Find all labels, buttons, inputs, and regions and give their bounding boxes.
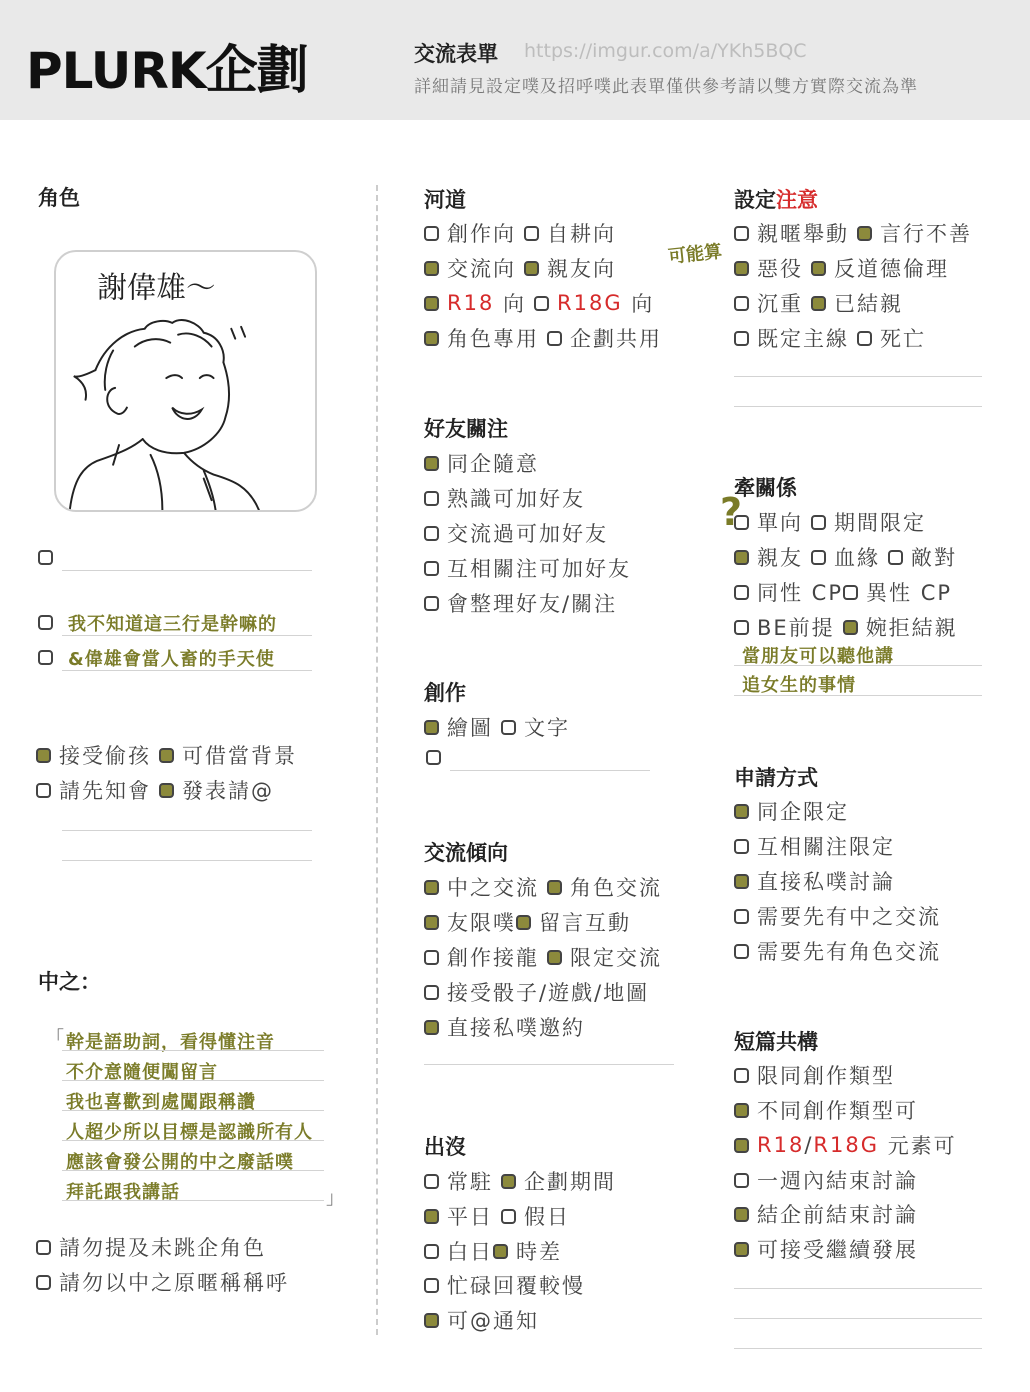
tendency-row-4: 接受骰子/遊戲/地圖	[424, 977, 649, 1007]
character-portrait	[54, 250, 317, 512]
player-line-5: 應該會發公開的中之廢話噗	[66, 1152, 294, 1173]
checkbox[interactable]	[843, 585, 858, 600]
presence-row-5: 可@通知	[424, 1305, 539, 1335]
river-heading: 河道	[424, 188, 466, 212]
blank-line	[62, 1050, 324, 1051]
settings-row-1: 親暱舉動 言行不善	[734, 218, 972, 248]
checkbox[interactable]	[424, 561, 439, 576]
form-title: 交流表單	[414, 42, 498, 66]
checkbox-checked[interactable]	[547, 880, 562, 895]
checkbox-checked[interactable]	[424, 720, 439, 735]
checkbox-checked[interactable]	[493, 1244, 508, 1259]
question-mark-annotation: ?	[720, 490, 743, 534]
blank-line	[62, 830, 312, 831]
player-line-2: 不介意隨便闖留言	[66, 1062, 218, 1083]
checkbox[interactable]	[888, 550, 903, 565]
checkbox-checked[interactable]	[424, 456, 439, 471]
extra-checkbox-3[interactable]	[38, 650, 53, 665]
friends-item: 交流過可加好友	[424, 518, 608, 548]
presence-row-3: 白日 時差	[424, 1236, 562, 1266]
checkbox[interactable]	[734, 909, 749, 924]
checkbox-checked[interactable]	[424, 1020, 439, 1035]
tendency-row-5: 直接私噗邀約	[424, 1012, 585, 1042]
blank-line	[734, 1348, 982, 1349]
checkbox-checked[interactable]	[857, 226, 872, 241]
checkbox-checked[interactable]	[734, 261, 749, 276]
checkbox-checked[interactable]	[424, 1313, 439, 1328]
checkbox-checked[interactable]	[424, 261, 439, 276]
checkbox-checked[interactable]	[734, 804, 749, 819]
checkbox[interactable]	[424, 950, 439, 965]
relations-note-1: 當朋友可以聽他講	[742, 646, 894, 667]
checkbox[interactable]	[734, 515, 749, 530]
perm-row-1: 接受偷孩 可借當背景	[36, 740, 297, 770]
checkbox-checked[interactable]	[734, 550, 749, 565]
form-note: 詳細請見設定噗及招呼噗此表單僅供參考請以雙方實際交流為準	[414, 77, 918, 97]
checkbox[interactable]	[734, 944, 749, 959]
apply-heading: 申請方式	[734, 766, 818, 790]
short-item: 結企前結束討論	[734, 1199, 918, 1229]
checkbox[interactable]	[501, 1209, 516, 1224]
checkbox[interactable]	[734, 1068, 749, 1083]
checkbox-checked[interactable]	[734, 1242, 749, 1257]
settings-row-2: 惡役 反道德倫理	[734, 253, 949, 283]
blank-line	[734, 1288, 982, 1289]
tendency-row-2: 友限噗 留言互動	[424, 907, 631, 937]
river-row-3: R18 向 R18G 向	[424, 288, 654, 318]
friends-item: 同企隨意	[424, 448, 539, 478]
checkbox-checked[interactable]	[424, 880, 439, 895]
checkbox[interactable]	[734, 296, 749, 311]
settings-row-3: 沉重 已結親	[734, 288, 903, 318]
player-rule-2: 請勿以中之原暱稱稱呼	[36, 1267, 289, 1297]
relations-row-2: 親友 血緣 敵對	[734, 542, 957, 572]
blank-line	[62, 1170, 324, 1171]
creation-other-checkbox[interactable]	[426, 750, 441, 765]
checkbox-checked[interactable]	[36, 748, 51, 763]
checkbox-checked[interactable]	[734, 874, 749, 889]
blank-line	[62, 1140, 324, 1141]
checkbox[interactable]	[424, 1174, 439, 1189]
tendency-row-1: 中之交流 角色交流	[424, 872, 662, 902]
relations-row-1: 單向 期間限定	[734, 507, 926, 537]
checkbox[interactable]	[36, 1240, 51, 1255]
checkbox-checked[interactable]	[811, 296, 826, 311]
apply-item: 直接私噗討論	[734, 866, 895, 896]
apply-item: 互相關注限定	[734, 831, 895, 861]
checkbox[interactable]	[811, 550, 826, 565]
friends-item: 會整理好友/關注	[424, 588, 617, 618]
checkbox[interactable]	[734, 839, 749, 854]
checkbox[interactable]	[36, 783, 51, 798]
friends-item: 熟識可加好友	[424, 483, 585, 513]
quote-open: 「	[46, 1028, 64, 1049]
checkbox[interactable]	[547, 331, 562, 346]
relations-note-2: 追女生的事情	[742, 675, 856, 696]
checkbox[interactable]	[424, 1244, 439, 1259]
character-note-1: 我不知道這三行是幹嘛的	[68, 614, 277, 635]
presence-heading: 出沒	[424, 1135, 466, 1159]
player-line-6: 拜託跟我講話	[66, 1182, 180, 1203]
checkbox[interactable]	[811, 515, 826, 530]
player-line-1: 幹是語助詞，看得懂注音	[66, 1032, 275, 1053]
river-row-1: 創作向 自耕向	[424, 218, 616, 248]
form-url[interactable]: https://imgur.com/a/YKh5BQC	[524, 40, 807, 62]
relations-row-4: BE前提 婉拒結親	[734, 612, 958, 642]
checkbox[interactable]	[424, 526, 439, 541]
short-item: 可接受繼續發展	[734, 1234, 918, 1264]
player-line-4: 人超少所以目標是認識所有人	[66, 1122, 313, 1143]
character-heading: 角色	[38, 186, 80, 210]
short-heading: 短篇共構	[734, 1030, 818, 1054]
apply-item: 需要先有中之交流	[734, 901, 941, 931]
blank-line	[734, 665, 982, 666]
checkbox[interactable]	[501, 720, 516, 735]
extra-checkbox-1[interactable]	[38, 550, 53, 565]
checkbox-checked[interactable]	[547, 950, 562, 965]
short-item-r18: R18 / R18G 元素可	[734, 1130, 957, 1160]
blank-line	[62, 1110, 324, 1111]
blank-line	[450, 770, 650, 771]
checkbox-checked[interactable]	[734, 1138, 749, 1153]
checkbox[interactable]	[734, 620, 749, 635]
blank-line	[424, 1064, 674, 1065]
river-row-2: 交流向 親友向	[424, 253, 616, 283]
short-item: 一週內結束討論	[734, 1165, 918, 1195]
checkbox[interactable]	[734, 226, 749, 241]
settings-row-4: 既定主線 死亡	[734, 323, 926, 353]
blank-line	[62, 670, 312, 671]
blank-line	[62, 1200, 324, 1201]
relations-heading: 牽關係	[734, 476, 797, 500]
checkbox-checked[interactable]	[524, 261, 539, 276]
creation-row: 繪圖 文字	[424, 712, 570, 742]
checkbox[interactable]	[534, 296, 549, 311]
character-note-2: &偉雄會當人畜的手天使	[68, 649, 275, 670]
portrait-caption: 謝偉雄～	[97, 270, 216, 305]
checkbox-checked[interactable]	[424, 331, 439, 346]
river-row-4: 角色專用 企劃共用	[424, 323, 662, 353]
blank-line	[734, 406, 982, 407]
checkbox[interactable]	[734, 1173, 749, 1188]
friends-heading: 好友關注	[424, 417, 508, 441]
checkbox[interactable]	[36, 1275, 51, 1290]
relations-row-3: 同性 CP 異性 CP	[734, 577, 952, 607]
short-item: 限同創作類型	[734, 1060, 895, 1090]
portrait-sketch-icon	[56, 252, 315, 510]
tendency-row-3: 創作接龍 限定交流	[424, 942, 662, 972]
blank-line	[734, 1318, 982, 1319]
tendency-heading: 交流傾向	[424, 841, 508, 865]
blank-line	[62, 570, 312, 571]
player-rule-1: 請勿提及未跳企角色	[36, 1232, 266, 1262]
checkbox-checked[interactable]	[811, 261, 826, 276]
player-heading: 中之：	[38, 970, 101, 994]
presence-row-4: 忙碌回覆較慢	[424, 1270, 585, 1300]
blank-line	[62, 635, 312, 636]
maybe-annotation: 可能算	[667, 241, 724, 268]
plurk-logo: PLURK企劃	[26, 41, 308, 101]
apply-item: 需要先有角色交流	[734, 936, 941, 966]
checkbox[interactable]	[857, 331, 872, 346]
settings-heading: 設定注意	[734, 188, 818, 212]
checkbox-checked[interactable]	[843, 620, 858, 635]
checkbox-checked[interactable]	[424, 1209, 439, 1224]
blank-line	[734, 695, 982, 696]
checkbox[interactable]	[424, 596, 439, 611]
checkbox[interactable]	[424, 1278, 439, 1293]
blank-line	[734, 376, 982, 377]
blank-line	[62, 860, 312, 861]
checkbox-checked[interactable]	[159, 748, 174, 763]
perm-row-2: 請先知會 發表請@	[36, 775, 274, 805]
apply-item: 同企限定	[734, 796, 849, 826]
player-line-3: 我也喜歡到處闖跟稱讚	[66, 1092, 256, 1113]
checkbox-checked[interactable]	[516, 915, 531, 930]
checkbox[interactable]	[734, 585, 749, 600]
checkbox-checked[interactable]	[501, 1174, 516, 1189]
short-item: 不同創作類型可	[734, 1095, 918, 1125]
checkbox[interactable]	[734, 331, 749, 346]
extra-checkbox-2[interactable]	[38, 615, 53, 630]
checkbox-checked[interactable]	[424, 296, 439, 311]
checkbox-checked[interactable]	[734, 1103, 749, 1118]
checkbox-checked[interactable]	[159, 783, 174, 798]
column-divider	[376, 185, 378, 1335]
checkbox[interactable]	[424, 491, 439, 506]
presence-row-1: 常駐 企劃期間	[424, 1166, 616, 1196]
checkbox[interactable]	[524, 226, 539, 241]
checkbox-checked[interactable]	[734, 1207, 749, 1222]
blank-line	[62, 1080, 324, 1081]
friends-item: 互相關注可加好友	[424, 553, 631, 583]
quote-close: 」	[326, 1188, 344, 1209]
presence-row-2: 平日 假日	[424, 1201, 570, 1231]
checkbox[interactable]	[424, 985, 439, 1000]
header	[0, 0, 1030, 120]
creation-heading: 創作	[424, 681, 466, 705]
checkbox[interactable]	[424, 226, 439, 241]
checkbox-checked[interactable]	[424, 915, 439, 930]
